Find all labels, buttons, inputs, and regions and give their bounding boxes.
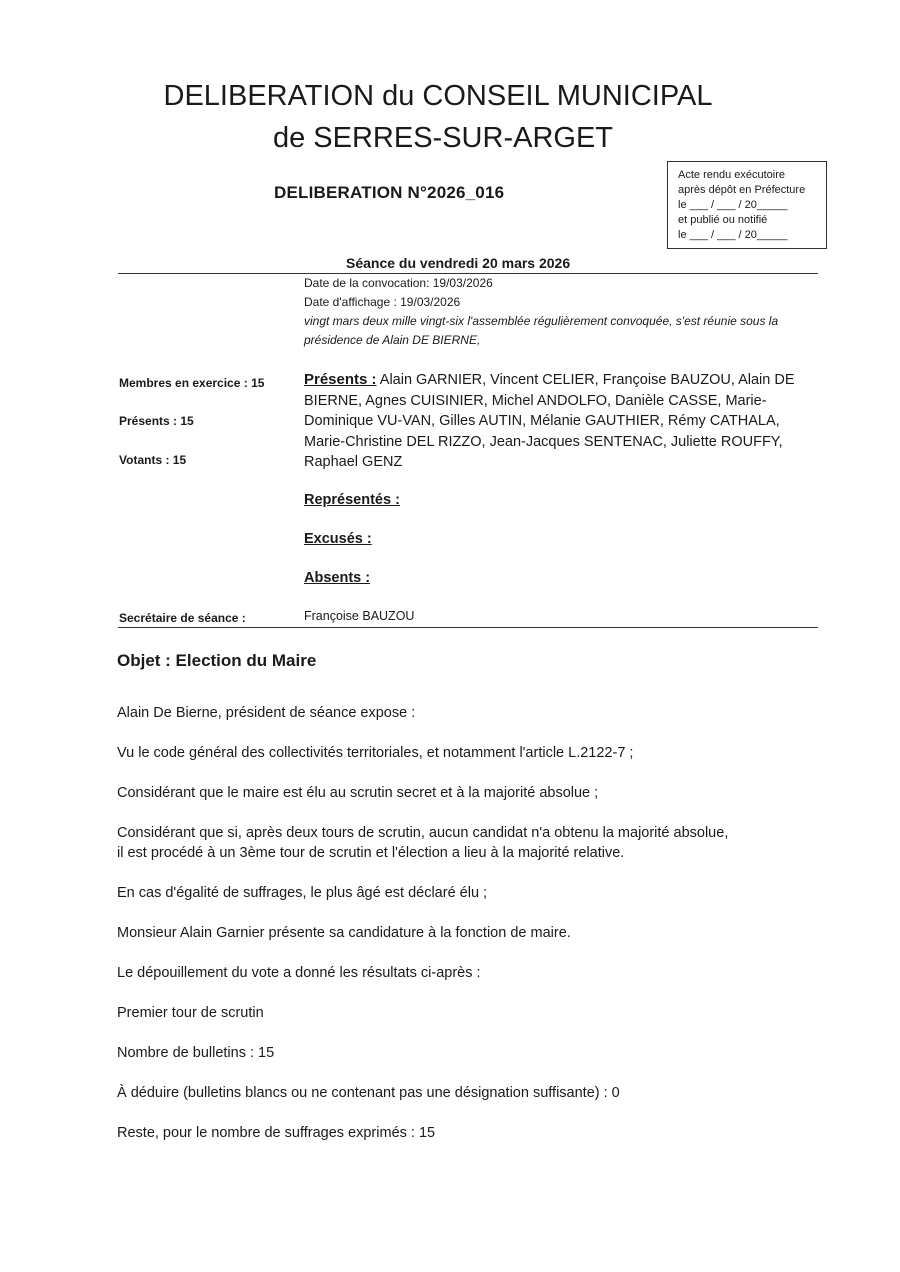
session-intro-line: présidence de Alain DE BIERNE, bbox=[304, 333, 481, 347]
body-paragraph: Vu le code général des collectivités territoriales, et notamment l'article L.2122-7 ; bbox=[117, 745, 634, 761]
stamp-line: le ___ / ___ / 20_____ bbox=[678, 229, 788, 241]
body-paragraph: Nombre de bulletins : 15 bbox=[117, 1045, 275, 1061]
commune-name: de SERRES-SUR-ARGET bbox=[272, 122, 613, 154]
session-intro-line: vingt mars deux mille vingt-six l'assemblée régulièrement convoquée, s'est réunie sous la bbox=[304, 314, 779, 328]
excused-label: Excusés : bbox=[304, 531, 372, 547]
body-paragraph: En cas d'égalité de suffrages, le plus âgé est déclaré élu ; bbox=[117, 885, 488, 901]
members-count: Membres en exercice : 15 bbox=[119, 376, 265, 390]
present-members-paragraph bbox=[304, 370, 824, 473]
body-paragraph: Le dépouillement du vote a donné les résultats ci-après : bbox=[117, 965, 481, 981]
stamp-line: Acte rendu exécutoire bbox=[678, 169, 786, 181]
deliberation-number: DELIBERATION N°2026_016 bbox=[274, 183, 505, 202]
body-paragraph: il est procédé à un 3ème tour de scrutin et l'élection a lieu à la majorité relative. bbox=[117, 845, 625, 861]
execution-stamp-box bbox=[667, 161, 827, 249]
present-names: Alain GARNIER, Vincent CELIER, Françoise BAUZOU, Alain DE BIERNE, Agnes CUISINIER, Michel ANDOLFO, Danièle CASSE, Marie-Dominique VU-VAN, Gilles AUTIN, Mélanie GAUTHIER, Rémy CATHALA, Marie-Christine DEL RIZZO, Jean-Jacques SENTENAC, Juliette ROUFFY, Raphael GENZ bbox=[304, 372, 795, 470]
present-count: Présents : 15 bbox=[119, 414, 194, 428]
secretary-name: Françoise BAUZOU bbox=[304, 609, 415, 623]
body-paragraph: À déduire (bulletins blancs ou ne contenant pas une désignation suffisante) : 0 bbox=[117, 1085, 620, 1101]
body-paragraph: Alain De Bierne, président de séance expose : bbox=[117, 705, 416, 721]
voters-count: Votants : 15 bbox=[119, 453, 187, 467]
document-title: DELIBERATION du CONSEIL MUNICIPAL bbox=[163, 80, 713, 112]
represented-label: Représentés : bbox=[304, 492, 400, 508]
stamp-line: après dépôt en Préfecture bbox=[678, 184, 806, 196]
body-paragraph: Considérant que si, après deux tours de scrutin, aucun candidat n'a obtenu la majorité absolue, bbox=[117, 825, 729, 841]
body-paragraph: Considérant que le maire est élu au scrutin secret et à la majorité absolue ; bbox=[117, 785, 599, 801]
divider bbox=[118, 627, 818, 628]
body-paragraph: Reste, pour le nombre de suffrages exprimés : 15 bbox=[117, 1125, 436, 1141]
stamp-line: et publié ou notifié bbox=[678, 214, 768, 226]
absent-label: Absents : bbox=[304, 570, 371, 586]
convocation-date: Date de la convocation: 19/03/2026 bbox=[304, 276, 493, 290]
secretary-label: Secrétaire de séance : bbox=[119, 611, 246, 625]
posting-date: Date d'affichage : 19/03/2026 bbox=[304, 295, 461, 309]
present-label: Présents : bbox=[304, 371, 377, 388]
deliberation-object: Objet : Election du Maire bbox=[117, 651, 317, 670]
session-title: Séance du vendredi 20 mars 2026 bbox=[346, 255, 571, 271]
body-paragraph: Premier tour de scrutin bbox=[117, 1005, 264, 1021]
body-paragraph: Monsieur Alain Garnier présente sa candidature à la fonction de maire. bbox=[117, 925, 571, 941]
stamp-line: le ___ / ___ / 20_____ bbox=[678, 199, 788, 211]
